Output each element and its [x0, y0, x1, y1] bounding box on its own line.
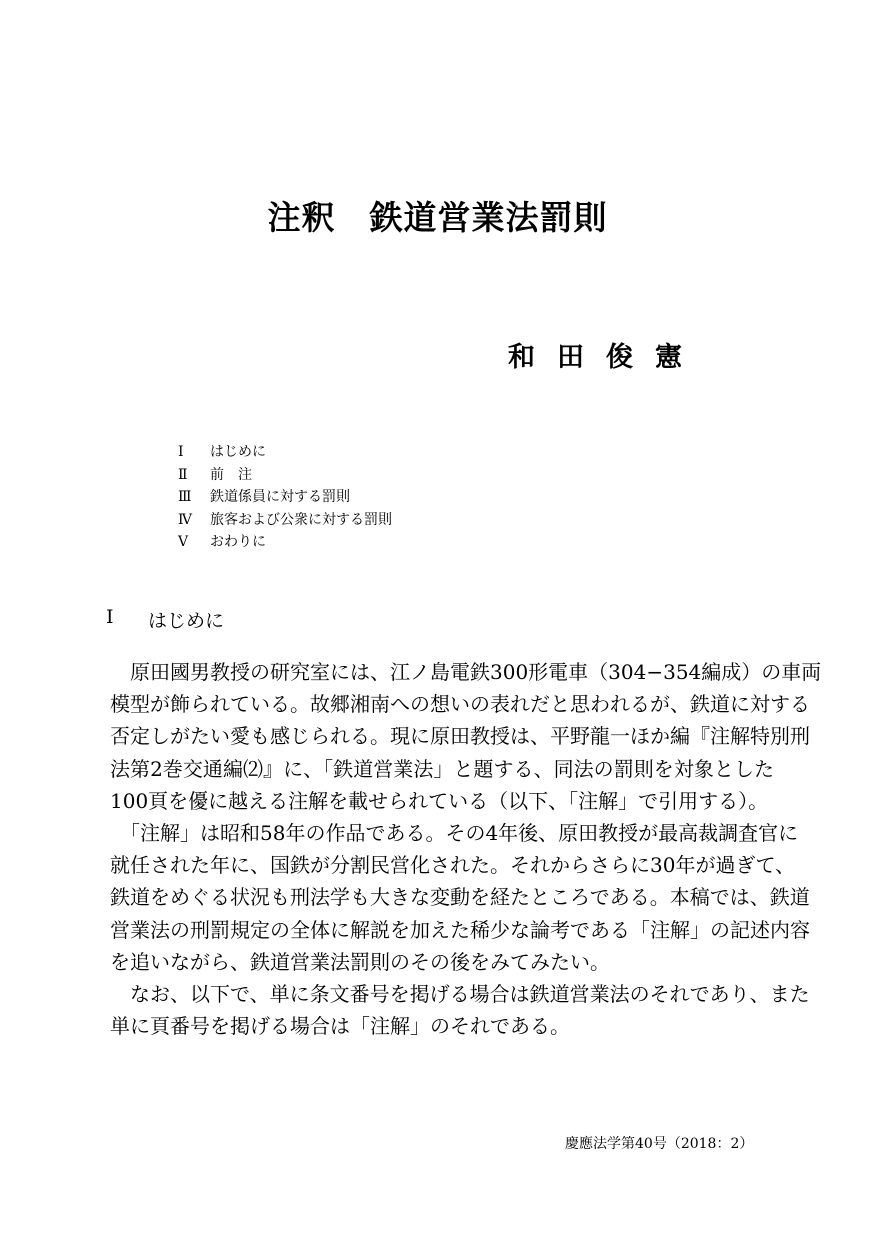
text-line: 就任された年に、国鉄が分割民営化された。それからさらに30年が過ぎて、 — [110, 853, 796, 878]
text-line: 模型が飾られている。故郷湘南への想いの表れだと思われるが、鉄道に対する — [110, 692, 810, 717]
text-line: 原田國男教授の研究室には、江ノ島電鉄300形電車（304−354編成）の車両 — [110, 660, 822, 684]
text-line: 100頁を優に越える注解を載せられている（以下、「注解」で引用する）。 — [110, 788, 769, 813]
text-line: 否定しがたい愛も感じられる。現に原田教授は、平野龍一ほか編『注解特別刑 — [110, 724, 810, 749]
text-line: 営業法の刑罰規定の全体に解説を加えた稀少な論考である「注解」の記述内容 — [110, 917, 810, 942]
toc-item: Ⅳ 旅客および公衆に対する罰則 — [178, 511, 392, 528]
text-line: なお、以下で、単に条文番号を掲げる場合は鉄道営業法のそれであり、また — [110, 982, 810, 1007]
toc-item: Ⅲ 鉄道係員に対する罰則 — [178, 489, 350, 505]
table-of-contents — [178, 441, 392, 554]
toc-item: Ⅰ はじめに — [178, 444, 266, 460]
author-name: 和田俊憲 — [508, 342, 704, 373]
toc-item: Ⅴ おわりに — [178, 534, 266, 550]
text-line: 「注解」は昭和58年の作品である。その4年後、原田教授が最高裁調査官に — [110, 821, 799, 846]
page-title: 注釈 鉄道営業法罰則 — [267, 198, 608, 237]
text-line: 法第2巻交通編⑵』に、「鉄道営業法」と題する、同法の罰則を対象とした — [110, 756, 774, 781]
text-line: を追いながら、鉄道営業法罰則のその後をみてみたい。 — [110, 949, 610, 974]
toc-item: Ⅱ 前 注 — [178, 466, 252, 483]
text-line: 鉄道をめぐる状況も刑法学も大きな変動を経たところである。本稿では、鉄道 — [110, 885, 810, 910]
section-heading: Ⅰ はじめに — [106, 606, 225, 632]
text-line: 単に頁番号を掲げる場合は「注解」のそれである。 — [110, 1014, 570, 1039]
journal-footer: 慶應法学第40号（2018：2） — [565, 1136, 754, 1152]
body-text — [110, 656, 822, 1042]
